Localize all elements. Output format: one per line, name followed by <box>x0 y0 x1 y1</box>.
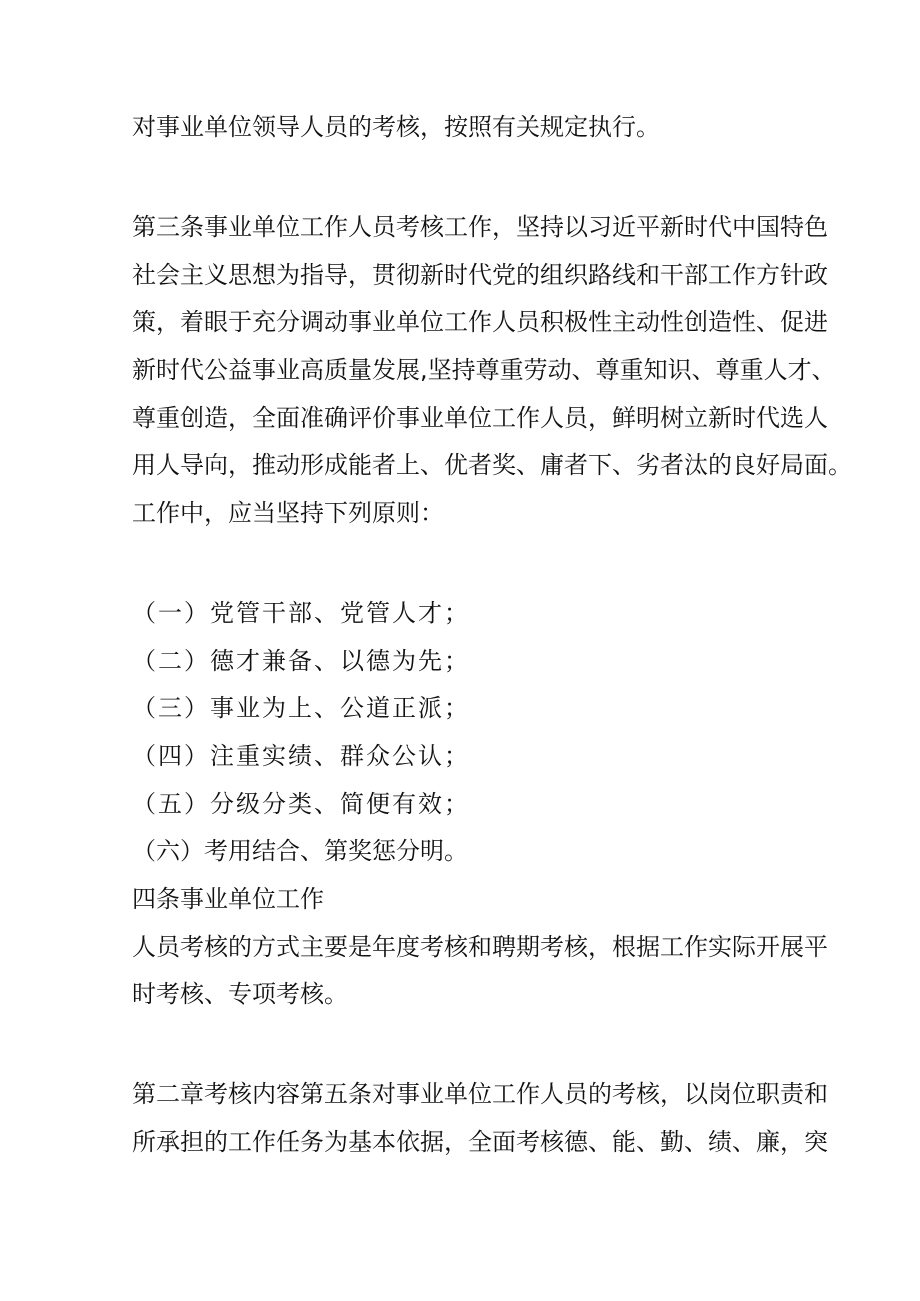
text-line: 对事业单位领导人员的考核，按照有关规定执行。 <box>132 113 660 141</box>
principle-item: （四）注重实绩、群众公认； <box>132 742 470 770</box>
text-line: 第二章考核内容第五条对事业单位工作人员的考核，以岗位职责和 <box>132 1080 828 1108</box>
principle-item: （二）德才兼备、以德为先； <box>132 647 470 675</box>
text-line: 人员考核的方式主要是年度考核和聘期考核，根据工作实际开展平 <box>132 933 828 961</box>
text-line: 社会主义思想为指导，贯彻新时代党的组织路线和干部工作方针政 <box>132 261 828 289</box>
text-line: 新时代公益事业高质量发展,坚持尊重劳动、尊重知识、尊重人才、 <box>132 356 836 384</box>
principle-item: （一）党管干部、党管人才； <box>132 599 470 627</box>
principle-item: （三）事业为上、公道正派； <box>132 694 470 722</box>
principle-item: （五）分级分类、简便有效； <box>132 790 470 818</box>
text-line: 尊重创造，全面准确评价事业单位工作人员，鲜明树立新时代选人 <box>132 404 828 432</box>
text-line: 四条事业单位工作 <box>132 885 324 913</box>
text-line: 时考核、专项考核。 <box>132 980 348 1008</box>
text-line: 工作中，应当坚持下列原则： <box>132 499 444 527</box>
text-line: 用人导向，推动形成能者上、优者奖、庸者下、劣者汰的良好局面。 <box>132 451 852 479</box>
principle-item: （六）考用结合、第奖惩分明。 <box>132 837 468 865</box>
text-line: 所承担的工作任务为基本依据，全面考核德、能、勤、绩、廉，突 <box>132 1128 828 1156</box>
text-line: 策，着眼于充分调动事业单位工作人员积极性主动性创造性、促进 <box>132 308 828 336</box>
text-line: 第三条事业单位工作人员考核工作，坚持以习近平新时代中国特色 <box>132 213 828 241</box>
